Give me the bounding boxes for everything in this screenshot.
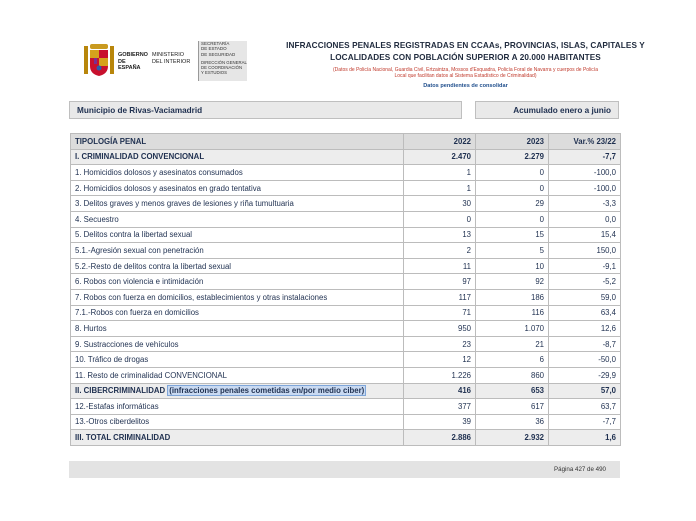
row-label-prefix: II. CIBERCRIMINALIDAD [75,386,168,396]
table-row [71,383,621,399]
row-label: 11. Resto de criminalidad CONVENCIONAL [71,367,404,383]
table-row [71,196,621,212]
table-row [71,289,621,305]
value-2022: 377 [404,399,476,415]
value-variation: -9,1 [549,258,621,274]
value-2023: 15 [476,227,549,243]
row-label: 13.-Otros ciberdelitos [71,414,404,430]
table-row [71,336,621,352]
row-label: 9. Sustracciones de vehículos [71,336,404,352]
value-variation: -7,7 [549,414,621,430]
report-subtitle: (Datos de Policía Nacional, Guardia Civil, Ertzaintza, Mossos d'Esquadra, Policía Foral de Navarra y cuerpos de Policía Local que facilitan datos al Sistema Estadístico de Criminalidad) [333,67,598,79]
value-variation: -50,0 [549,352,621,368]
secretaria-label: SECRETARÍA DE ESTADO DE SEGURIDAD DIRECCIÓN GENERAL DE COORDINACIÓN Y ESTUDIOS [198,41,247,81]
value-2023: 21 [476,336,549,352]
table-row [71,243,621,259]
table-row [71,367,621,383]
value-2022: 97 [404,274,476,290]
value-variation: -3,3 [549,196,621,212]
coat-of-arms-icon [84,42,114,78]
value-2023: 29 [476,196,549,212]
column-header-tipologia: TIPOLOGÍA PENAL [71,134,404,150]
value-2023: 860 [476,367,549,383]
row-label: 8. Hurtos [71,321,404,337]
table-row [71,430,621,446]
report-title-block [268,40,663,89]
value-2022: 2 [404,243,476,259]
crime-statistics-table [70,133,621,446]
government-logo [68,40,247,82]
row-label: 12.-Estafas informáticas [71,399,404,415]
table-row [71,180,621,196]
report-title-line-2: LOCALIDADES CON POBLACIÓN SUPERIOR A 20.000 HABITANTES [330,53,601,62]
value-variation: 15,4 [549,227,621,243]
row-label: 5.2.-Resto de delitos contra la libertad sexual [71,258,404,274]
table-row [71,149,621,165]
column-header-2023: 2023 [476,134,549,150]
value-2023: 2.932 [476,430,549,446]
value-variation: -29,9 [549,367,621,383]
value-variation: -100,0 [549,165,621,181]
table-row [71,165,621,181]
value-2022: 11 [404,258,476,274]
value-2022: 39 [404,414,476,430]
row-label-highlight: (infracciones penales cometidas en/por medio ciber) [169,386,365,396]
table-row [71,305,621,321]
value-2023: 92 [476,274,549,290]
value-variation: 59,0 [549,289,621,305]
row-label: 2. Homicidios dolosos y asesinatos en grado tentativa [71,180,404,196]
row-label [71,383,404,399]
row-label: I. CRIMINALIDAD CONVENCIONAL [71,149,404,165]
acumulado-label: Acumulado enero a junio [475,101,619,119]
report-title-line-1: INFRACCIONES PENALES REGISTRADAS EN CCAAs, PROVINCIAS, ISLAS, CAPITALES Y [286,41,645,50]
ministry-label: MINISTERIO DEL INTERIOR [152,52,191,65]
value-2023: 6 [476,352,549,368]
table-row [71,352,621,368]
report-header [68,40,645,100]
value-variation: 57,0 [549,383,621,399]
row-label: 3. Delitos graves y menos graves de lesiones y riña tumultuaria [71,196,404,212]
table-row [71,414,621,430]
value-2022: 1 [404,180,476,196]
value-2022: 1 [404,165,476,181]
direccion-label: DIRECCIÓN GENERAL DE COORDINACIÓN Y ESTUDIOS [201,60,247,76]
value-variation: 12,6 [549,321,621,337]
value-2023: 116 [476,305,549,321]
value-variation: 1,6 [549,430,621,446]
pending-notice: Datos pendientes de consolidar [423,83,508,89]
table-row [71,258,621,274]
government-label: GOBIERNO DE ESPAÑA [118,52,148,71]
value-variation: -8,7 [549,336,621,352]
row-label: 5.1.-Agresión sexual con penetración [71,243,404,259]
value-2022: 13 [404,227,476,243]
value-2023: 1.070 [476,321,549,337]
value-variation: -5,2 [549,274,621,290]
value-2022: 2.886 [404,430,476,446]
value-2023: 0 [476,165,549,181]
table-row [71,321,621,337]
value-2023: 5 [476,243,549,259]
value-variation: -7,7 [549,149,621,165]
value-2023: 653 [476,383,549,399]
value-2022: 23 [404,336,476,352]
value-variation: -100,0 [549,180,621,196]
table-row [71,399,621,415]
value-2022: 30 [404,196,476,212]
row-label: 1. Homicidios dolosos y asesinatos consumados [71,165,404,181]
column-header-2022: 2022 [404,134,476,150]
value-2022: 0 [404,211,476,227]
row-label: 6. Robos con violencia e intimidación [71,274,404,290]
table-row [71,274,621,290]
value-2023: 617 [476,399,549,415]
value-variation: 63,7 [549,399,621,415]
row-label: III. TOTAL CRIMINALIDAD [71,430,404,446]
value-variation: 0,0 [549,211,621,227]
table-row [71,227,621,243]
value-2023: 0 [476,211,549,227]
value-2023: 10 [476,258,549,274]
row-label: 10. Tráfico de drogas [71,352,404,368]
table-row [71,211,621,227]
municipio-label: Municipio de Rivas-Vaciamadrid [69,101,462,119]
value-2022: 117 [404,289,476,305]
value-variation: 150,0 [549,243,621,259]
value-2023: 0 [476,180,549,196]
page-footer [69,461,620,478]
table-header-row [71,134,621,150]
value-variation: 63,4 [549,305,621,321]
row-label: 5. Delitos contra la libertad sexual [71,227,404,243]
value-2022: 416 [404,383,476,399]
row-label: 7. Robos con fuerza en domicilios, establecimientos y otras instalaciones [71,289,404,305]
value-2022: 2.470 [404,149,476,165]
value-2023: 186 [476,289,549,305]
value-2023: 36 [476,414,549,430]
value-2022: 1.226 [404,367,476,383]
column-header-variation: Var.% 23/22 [549,134,621,150]
value-2022: 950 [404,321,476,337]
row-label: 4. Secuestro [71,211,404,227]
value-2023: 2.279 [476,149,549,165]
page-number: Página 427 de 490 [554,466,606,473]
row-label: 7.1.-Robos con fuerza en domicilios [71,305,404,321]
value-2022: 71 [404,305,476,321]
value-2022: 12 [404,352,476,368]
